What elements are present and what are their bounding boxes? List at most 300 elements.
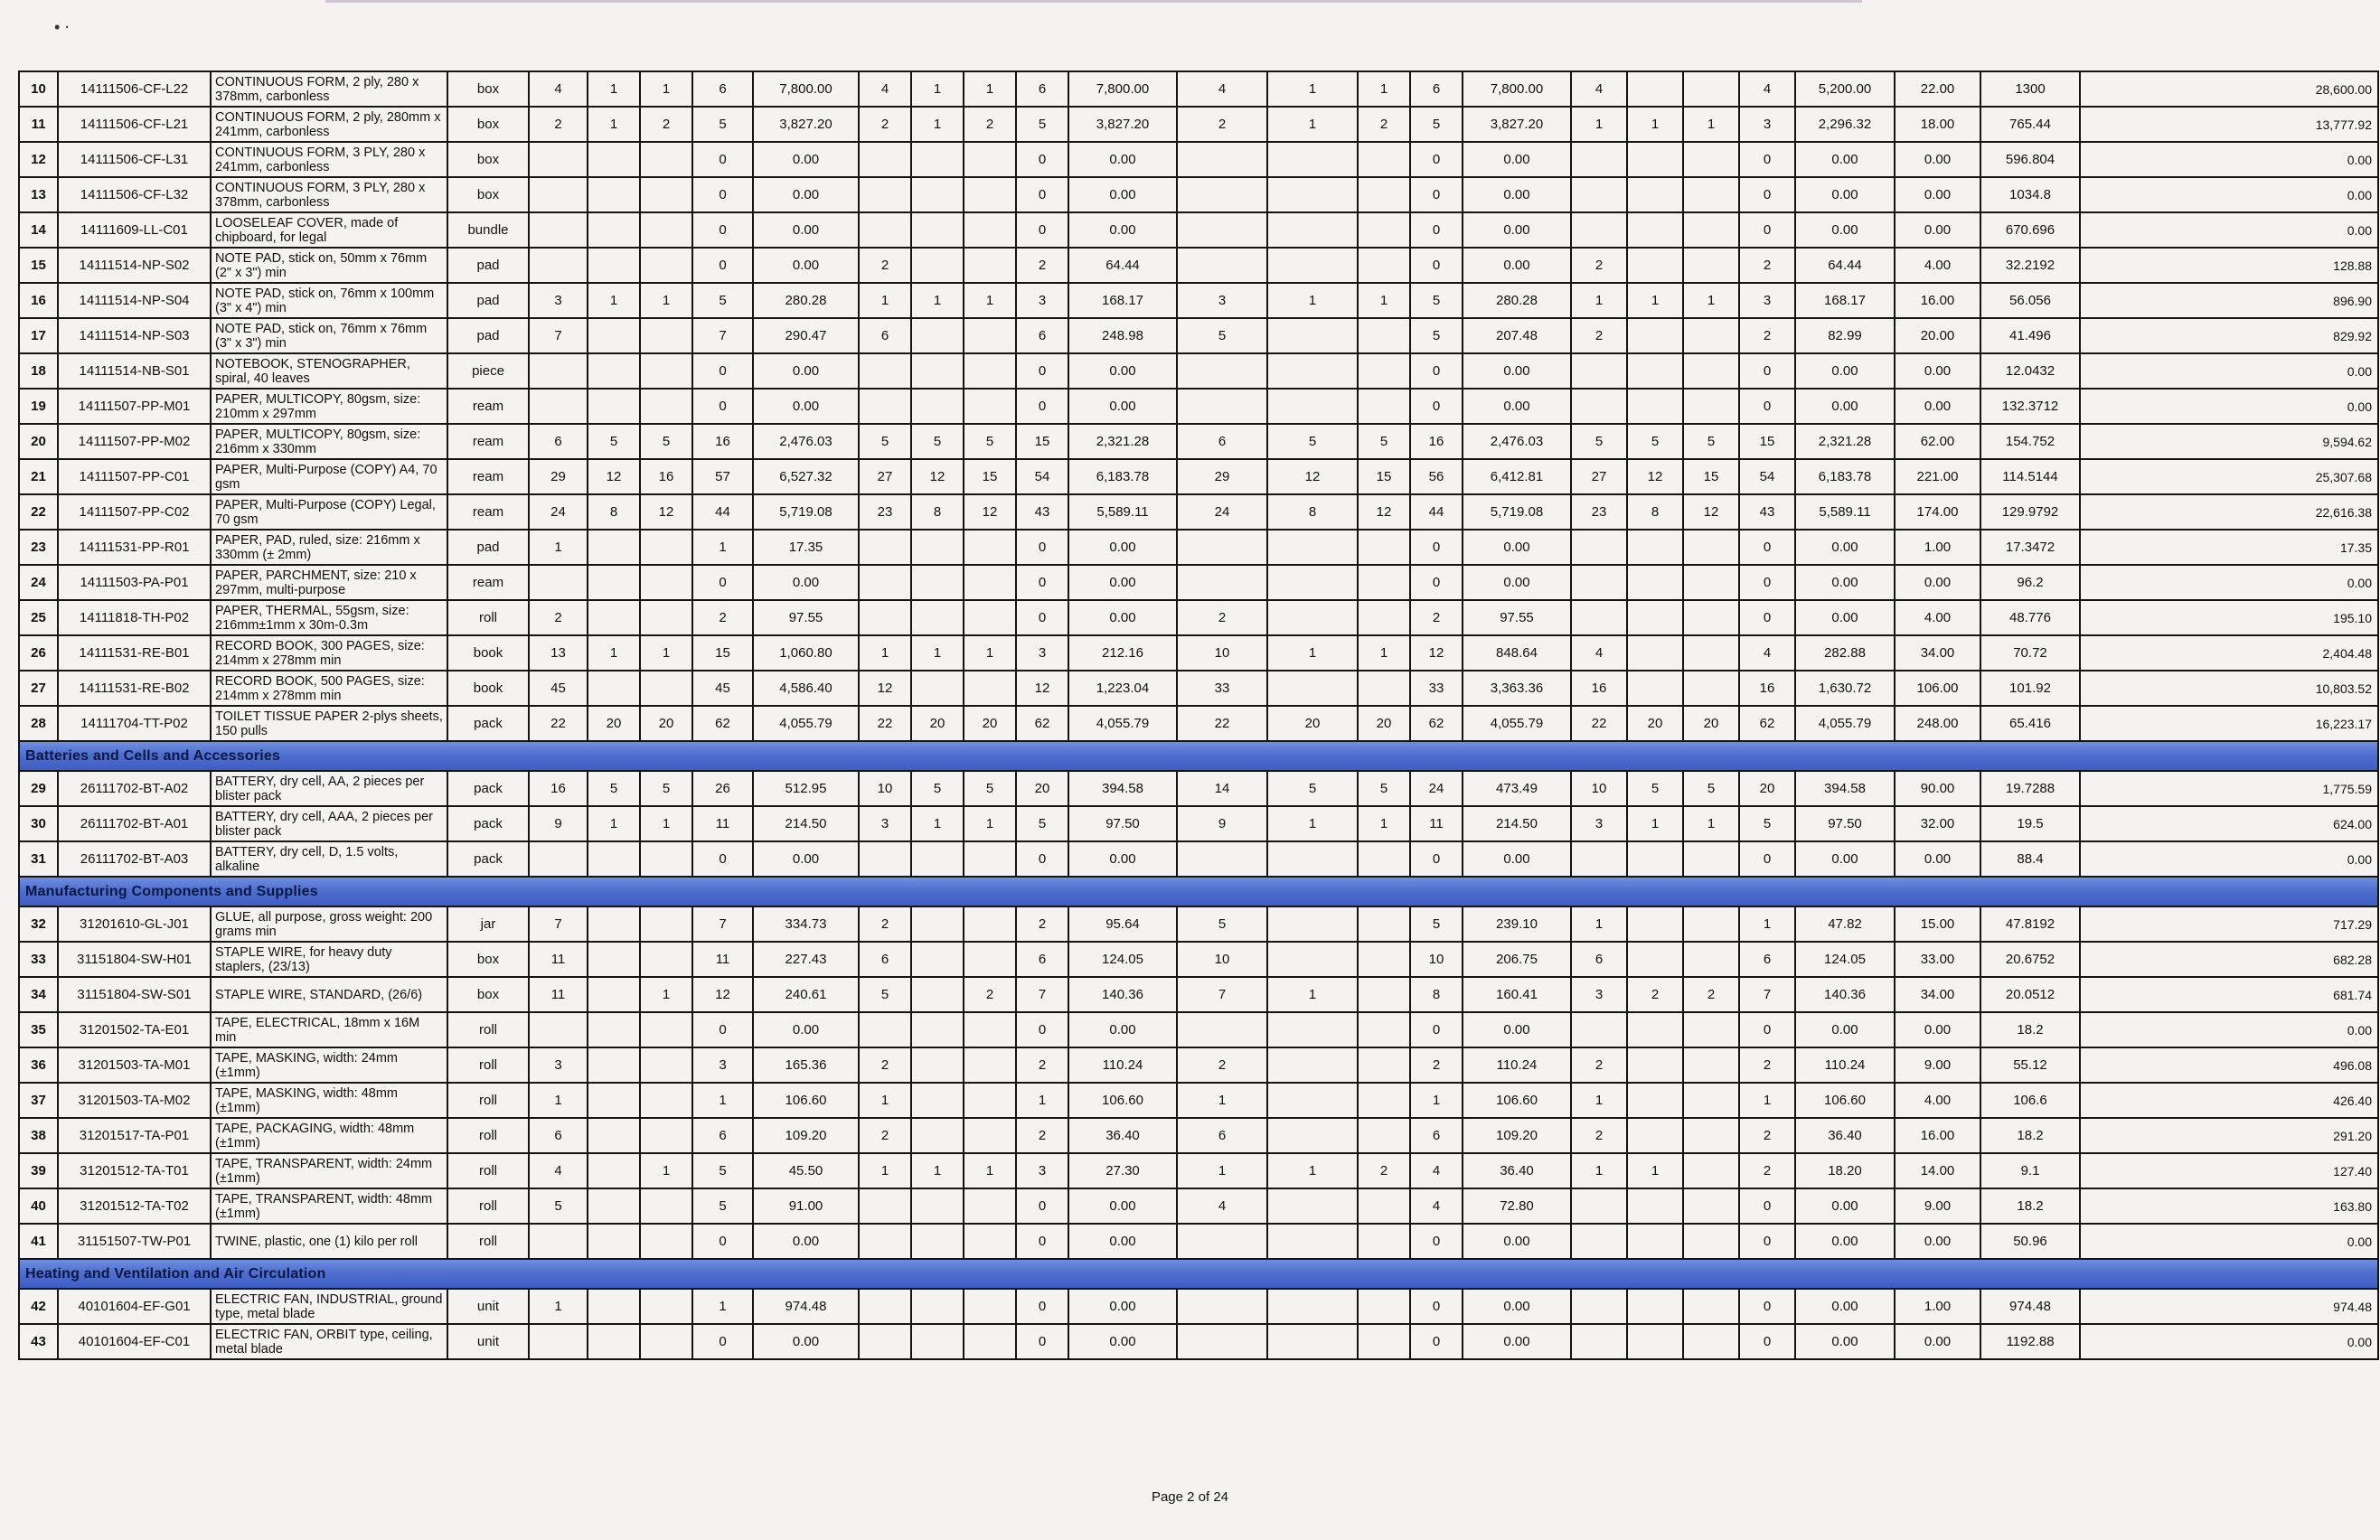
item-number: 11	[19, 107, 58, 142]
q2-month-4-qty: 0	[1016, 389, 1068, 424]
q3-month-1-qty: 10	[1177, 942, 1267, 977]
q3-amount: 0.00	[1463, 1012, 1571, 1047]
item-description: TAPE, PACKAGING, width: 48mm (±1mm)	[211, 1118, 447, 1153]
q4-month-1-qty: 3	[1571, 977, 1627, 1012]
q1-month-1-qty: 24	[529, 494, 588, 530]
q3-month-1-qty	[1177, 841, 1267, 877]
q1-month-1-qty: 6	[529, 1118, 588, 1153]
q3-month-3-qty	[1358, 1012, 1410, 1047]
q4-month-4-qty: 43	[1739, 494, 1795, 530]
total-amount: 0.00	[2080, 142, 2378, 177]
q2-month-3-qty	[964, 1324, 1016, 1359]
q1-amount: 109.20	[753, 1118, 859, 1153]
unit-price: 19.5	[1980, 806, 2080, 841]
item-description: PAPER, Multi-Purpose (COPY) A4, 70 gsm	[211, 459, 447, 494]
q3-month-3-qty	[1358, 212, 1410, 248]
q1-amount: 45.50	[753, 1153, 859, 1188]
q1-month-4-qty: 6	[692, 1118, 753, 1153]
q2-month-1-qty: 23	[859, 494, 911, 530]
q2-month-1-qty	[859, 1324, 911, 1359]
q3-month-4-qty: 5	[1410, 906, 1463, 942]
q4-amount: 168.17	[1795, 283, 1895, 318]
q2-month-1-qty: 1	[859, 283, 911, 318]
q4-month-3-qty	[1683, 142, 1739, 177]
q1-month-3-qty	[640, 942, 692, 977]
q1-month-4-qty: 11	[692, 942, 753, 977]
total-quantity: 33.00	[1895, 942, 1980, 977]
q4-month-2-qty	[1627, 565, 1683, 600]
item-number: 32	[19, 906, 58, 942]
total-quantity: 1.00	[1895, 1289, 1980, 1324]
q4-month-4-qty: 5	[1739, 806, 1795, 841]
unit-price: 18.2	[1980, 1188, 2080, 1224]
q1-amount: 512.95	[753, 771, 859, 806]
q3-month-1-qty: 5	[1177, 318, 1267, 353]
q4-month-1-qty	[1571, 600, 1627, 635]
unit-of-measure: roll	[447, 1224, 529, 1259]
q1-month-4-qty: 45	[692, 671, 753, 706]
unit-of-measure: roll	[447, 1153, 529, 1188]
item-code: 14111531-PP-R01	[58, 530, 211, 565]
q1-month-3-qty	[640, 600, 692, 635]
q2-month-3-qty: 5	[964, 424, 1016, 459]
q3-month-4-qty: 2	[1410, 1047, 1463, 1083]
q4-month-2-qty	[1627, 353, 1683, 389]
q1-month-3-qty	[640, 1083, 692, 1118]
q3-month-1-qty: 4	[1177, 1188, 1267, 1224]
q4-amount: 0.00	[1795, 841, 1895, 877]
item-code: 14111818-TH-P02	[58, 600, 211, 635]
q2-amount: 5,589.11	[1068, 494, 1177, 530]
q2-month-3-qty: 20	[964, 706, 1016, 741]
q2-month-2-qty	[911, 248, 964, 283]
q2-amount: 0.00	[1068, 1289, 1177, 1324]
table-row	[19, 806, 2378, 841]
item-code: 31151804-SW-H01	[58, 942, 211, 977]
q4-month-3-qty: 20	[1683, 706, 1739, 741]
item-description: TAPE, TRANSPARENT, width: 48mm (±1mm)	[211, 1188, 447, 1224]
item-number: 37	[19, 1083, 58, 1118]
q4-month-2-qty	[1627, 389, 1683, 424]
total-quantity: 4.00	[1895, 1083, 1980, 1118]
q3-month-4-qty: 0	[1410, 177, 1463, 212]
q1-month-1-qty	[529, 841, 588, 877]
q2-amount: 36.40	[1068, 1118, 1177, 1153]
q2-month-3-qty: 12	[964, 494, 1016, 530]
q4-month-1-qty: 22	[1571, 706, 1627, 741]
q2-month-1-qty	[859, 353, 911, 389]
q4-month-1-qty: 1	[1571, 1153, 1627, 1188]
q2-month-2-qty: 1	[911, 283, 964, 318]
q2-month-1-qty	[859, 1012, 911, 1047]
q3-month-4-qty: 0	[1410, 1012, 1463, 1047]
unit-of-measure: roll	[447, 1083, 529, 1118]
q3-month-3-qty: 5	[1358, 424, 1410, 459]
q3-month-1-qty: 33	[1177, 671, 1267, 706]
unit-of-measure: pad	[447, 318, 529, 353]
q1-month-4-qty: 0	[692, 1324, 753, 1359]
q3-month-4-qty: 0	[1410, 565, 1463, 600]
item-number: 14	[19, 212, 58, 248]
item-number: 13	[19, 177, 58, 212]
q4-month-2-qty	[1627, 248, 1683, 283]
total-amount: 0.00	[2080, 565, 2378, 600]
q4-amount: 0.00	[1795, 353, 1895, 389]
q4-month-4-qty: 20	[1739, 771, 1795, 806]
table-row	[19, 283, 2378, 318]
item-description: CONTINUOUS FORM, 2 ply, 280 x 378mm, carbonless	[211, 71, 447, 107]
item-code: 31201512-TA-T02	[58, 1188, 211, 1224]
unit-price: 132.3712	[1980, 389, 2080, 424]
item-description: PAPER, PAD, ruled, size: 216mm x 330mm (± 2mm)	[211, 530, 447, 565]
q3-amount: 0.00	[1463, 353, 1571, 389]
table-row	[19, 635, 2378, 671]
q1-month-2-qty	[588, 248, 640, 283]
item-description: NOTE PAD, stick on, 76mm x 76mm (3" x 3") min	[211, 318, 447, 353]
q2-amount: 168.17	[1068, 283, 1177, 318]
item-number: 28	[19, 706, 58, 741]
q2-month-1-qty: 3	[859, 806, 911, 841]
q1-month-4-qty: 5	[692, 283, 753, 318]
item-description: BATTERY, dry cell, AAA, 2 pieces per blister pack	[211, 806, 447, 841]
q1-month-4-qty: 5	[692, 1153, 753, 1188]
q2-month-2-qty	[911, 906, 964, 942]
q4-month-3-qty	[1683, 389, 1739, 424]
item-description: NOTE PAD, stick on, 50mm x 76mm (2" x 3") min	[211, 248, 447, 283]
item-code: 14111514-NP-S02	[58, 248, 211, 283]
item-description: NOTEBOOK, STENOGRAPHER, spiral, 40 leaves	[211, 353, 447, 389]
q4-month-3-qty	[1683, 600, 1739, 635]
item-description: LOOSELEAF COVER, made of chipboard, for legal	[211, 212, 447, 248]
q2-month-3-qty	[964, 530, 1016, 565]
item-code: 40101604-EF-C01	[58, 1324, 211, 1359]
q4-month-3-qty	[1683, 1118, 1739, 1153]
q4-month-4-qty: 0	[1739, 841, 1795, 877]
q3-month-1-qty	[1177, 1324, 1267, 1359]
q4-amount: 0.00	[1795, 1012, 1895, 1047]
q3-month-1-qty: 4	[1177, 71, 1267, 107]
q2-month-3-qty: 15	[964, 459, 1016, 494]
item-code: 14111507-PP-M01	[58, 389, 211, 424]
q3-month-4-qty: 5	[1410, 283, 1463, 318]
q3-month-1-qty: 7	[1177, 977, 1267, 1012]
item-number: 15	[19, 248, 58, 283]
table-row	[19, 906, 2378, 942]
q2-month-4-qty: 2	[1016, 906, 1068, 942]
q1-month-1-qty	[529, 353, 588, 389]
unit-of-measure: box	[447, 71, 529, 107]
q2-month-4-qty: 54	[1016, 459, 1068, 494]
unit-price: 18.2	[1980, 1012, 2080, 1047]
q4-amount: 0.00	[1795, 600, 1895, 635]
item-description: ELECTRIC FAN, ORBIT type, ceiling, metal blade	[211, 1324, 447, 1359]
unit-of-measure: unit	[447, 1324, 529, 1359]
q3-month-3-qty	[1358, 671, 1410, 706]
q1-month-1-qty: 22	[529, 706, 588, 741]
q2-month-2-qty: 5	[911, 424, 964, 459]
total-amount: 22,616.38	[2080, 494, 2378, 530]
total-amount: 28,600.00	[2080, 71, 2378, 107]
q3-amount: 0.00	[1463, 212, 1571, 248]
table-row	[19, 212, 2378, 248]
item-description: ELECTRIC FAN, INDUSTRIAL, ground type, metal blade	[211, 1289, 447, 1324]
q2-month-2-qty	[911, 142, 964, 177]
unit-of-measure: roll	[447, 1012, 529, 1047]
total-amount: 624.00	[2080, 806, 2378, 841]
q1-month-3-qty	[640, 212, 692, 248]
q3-month-1-qty	[1177, 142, 1267, 177]
item-number: 17	[19, 318, 58, 353]
item-number: 38	[19, 1118, 58, 1153]
q1-month-1-qty: 13	[529, 635, 588, 671]
q1-amount: 0.00	[753, 389, 859, 424]
total-amount: 0.00	[2080, 212, 2378, 248]
total-quantity: 0.00	[1895, 1324, 1980, 1359]
q2-month-2-qty: 20	[911, 706, 964, 741]
table-row	[19, 771, 2378, 806]
q2-month-4-qty: 0	[1016, 1188, 1068, 1224]
q3-month-4-qty: 0	[1410, 1289, 1463, 1324]
q1-month-3-qty	[640, 530, 692, 565]
q3-month-3-qty	[1358, 1224, 1410, 1259]
item-number: 16	[19, 283, 58, 318]
q2-month-1-qty: 2	[859, 107, 911, 142]
item-description: TAPE, ELECTRICAL, 18mm x 16M min	[211, 1012, 447, 1047]
q4-month-2-qty	[1627, 1289, 1683, 1324]
q3-month-1-qty: 10	[1177, 635, 1267, 671]
q1-month-4-qty: 0	[692, 1224, 753, 1259]
q4-month-2-qty	[1627, 1324, 1683, 1359]
q2-amount: 0.00	[1068, 1188, 1177, 1224]
q1-month-1-qty: 6	[529, 424, 588, 459]
table-row	[19, 142, 2378, 177]
q4-month-2-qty	[1627, 212, 1683, 248]
q2-month-1-qty: 1	[859, 1153, 911, 1188]
total-quantity: 0.00	[1895, 1224, 1980, 1259]
total-quantity: 32.00	[1895, 806, 1980, 841]
q1-month-1-qty: 2	[529, 107, 588, 142]
q3-month-2-qty	[1267, 565, 1358, 600]
q2-month-4-qty: 3	[1016, 283, 1068, 318]
q2-month-1-qty	[859, 212, 911, 248]
scan-marks: • ⋅	[54, 18, 71, 36]
scan-edge-line	[325, 0, 1862, 3]
table-row	[19, 565, 2378, 600]
q1-month-1-qty: 4	[529, 71, 588, 107]
total-quantity: 16.00	[1895, 283, 1980, 318]
total-quantity: 0.00	[1895, 177, 1980, 212]
q2-month-3-qty: 2	[964, 107, 1016, 142]
unit-of-measure: ream	[447, 565, 529, 600]
q1-amount: 1,060.80	[753, 635, 859, 671]
q2-month-2-qty	[911, 1083, 964, 1118]
q2-month-4-qty: 0	[1016, 565, 1068, 600]
q3-month-3-qty: 1	[1358, 635, 1410, 671]
item-description: STAPLE WIRE, STANDARD, (26/6)	[211, 977, 447, 1012]
q2-amount: 0.00	[1068, 212, 1177, 248]
q4-amount: 0.00	[1795, 389, 1895, 424]
q1-month-1-qty: 9	[529, 806, 588, 841]
q2-month-4-qty: 20	[1016, 771, 1068, 806]
q2-amount: 0.00	[1068, 1224, 1177, 1259]
total-quantity: 62.00	[1895, 424, 1980, 459]
q1-amount: 334.73	[753, 906, 859, 942]
q1-amount: 0.00	[753, 1224, 859, 1259]
unit-price: 1034.8	[1980, 177, 2080, 212]
q3-month-2-qty	[1267, 1224, 1358, 1259]
table-row	[19, 389, 2378, 424]
q4-month-2-qty	[1627, 942, 1683, 977]
q3-month-2-qty: 5	[1267, 424, 1358, 459]
q1-month-1-qty	[529, 565, 588, 600]
item-description: BATTERY, dry cell, AA, 2 pieces per blister pack	[211, 771, 447, 806]
total-amount: 0.00	[2080, 177, 2378, 212]
q2-month-4-qty: 6	[1016, 318, 1068, 353]
q1-month-2-qty	[588, 671, 640, 706]
q1-month-2-qty	[588, 318, 640, 353]
q1-month-2-qty: 1	[588, 283, 640, 318]
q3-amount: 214.50	[1463, 806, 1571, 841]
unit-of-measure: ream	[447, 389, 529, 424]
item-code: 31201502-TA-E01	[58, 1012, 211, 1047]
item-description: CONTINUOUS FORM, 3 PLY, 280 x 378mm, carbonless	[211, 177, 447, 212]
q3-month-3-qty	[1358, 177, 1410, 212]
q1-month-1-qty	[529, 212, 588, 248]
item-code: 14111507-PP-M02	[58, 424, 211, 459]
item-number: 41	[19, 1224, 58, 1259]
q2-month-2-qty	[911, 530, 964, 565]
item-code: 31201503-TA-M01	[58, 1047, 211, 1083]
q2-month-3-qty	[964, 671, 1016, 706]
q2-amount: 124.05	[1068, 942, 1177, 977]
q4-amount: 47.82	[1795, 906, 1895, 942]
table-row	[19, 459, 2378, 494]
q3-month-3-qty	[1358, 942, 1410, 977]
q1-month-2-qty: 8	[588, 494, 640, 530]
item-code: 31201512-TA-T01	[58, 1153, 211, 1188]
q3-month-4-qty: 33	[1410, 671, 1463, 706]
q4-amount: 0.00	[1795, 1188, 1895, 1224]
q2-amount: 95.64	[1068, 906, 1177, 942]
item-number: 23	[19, 530, 58, 565]
total-amount: 896.90	[2080, 283, 2378, 318]
q1-month-2-qty: 1	[588, 635, 640, 671]
q4-month-2-qty: 1	[1627, 806, 1683, 841]
q3-month-4-qty: 0	[1410, 212, 1463, 248]
item-description: PAPER, MULTICOPY, 80gsm, size: 216mm x 330mm	[211, 424, 447, 459]
unit-price: 47.8192	[1980, 906, 2080, 942]
q4-month-4-qty: 0	[1739, 389, 1795, 424]
q2-month-3-qty	[964, 1289, 1016, 1324]
total-quantity: 90.00	[1895, 771, 1980, 806]
unit-price: 101.92	[1980, 671, 2080, 706]
item-code: 14111507-PP-C01	[58, 459, 211, 494]
unit-of-measure: ream	[447, 494, 529, 530]
q4-month-2-qty	[1627, 906, 1683, 942]
q4-month-4-qty: 0	[1739, 1012, 1795, 1047]
q3-month-2-qty	[1267, 177, 1358, 212]
q1-month-3-qty: 5	[640, 424, 692, 459]
q2-month-3-qty: 1	[964, 71, 1016, 107]
total-quantity: 22.00	[1895, 71, 1980, 107]
item-code: 14111506-CF-L22	[58, 71, 211, 107]
q3-month-2-qty	[1267, 142, 1358, 177]
q4-month-2-qty: 1	[1627, 283, 1683, 318]
unit-of-measure: unit	[447, 1289, 529, 1324]
q4-month-3-qty	[1683, 1083, 1739, 1118]
q4-amount: 106.60	[1795, 1083, 1895, 1118]
q2-month-1-qty: 22	[859, 706, 911, 741]
item-description: TWINE, plastic, one (1) kilo per roll	[211, 1224, 447, 1259]
q2-amount: 64.44	[1068, 248, 1177, 283]
q4-month-4-qty: 0	[1739, 177, 1795, 212]
q1-month-2-qty	[588, 906, 640, 942]
table-row	[19, 353, 2378, 389]
q2-month-4-qty: 0	[1016, 600, 1068, 635]
unit-price: 1192.88	[1980, 1324, 2080, 1359]
q2-month-2-qty: 1	[911, 635, 964, 671]
category-header-row	[19, 877, 2378, 906]
q1-amount: 0.00	[753, 1012, 859, 1047]
q3-month-4-qty: 2	[1410, 600, 1463, 635]
unit-of-measure: piece	[447, 353, 529, 389]
q2-month-4-qty: 5	[1016, 806, 1068, 841]
q1-month-1-qty	[529, 1012, 588, 1047]
q3-month-3-qty	[1358, 248, 1410, 283]
q2-amount: 0.00	[1068, 353, 1177, 389]
q1-month-4-qty: 62	[692, 706, 753, 741]
q2-amount: 7,800.00	[1068, 71, 1177, 107]
q2-amount: 0.00	[1068, 600, 1177, 635]
item-description: PAPER, PARCHMENT, size: 210 x 297mm, multi-purpose	[211, 565, 447, 600]
q1-month-1-qty: 5	[529, 1188, 588, 1224]
item-code: 14111506-CF-L31	[58, 142, 211, 177]
q3-month-2-qty: 8	[1267, 494, 1358, 530]
q2-amount: 394.58	[1068, 771, 1177, 806]
q1-month-2-qty	[588, 1083, 640, 1118]
q4-amount: 2,296.32	[1795, 107, 1895, 142]
q1-month-1-qty	[529, 1324, 588, 1359]
q4-month-1-qty	[1571, 841, 1627, 877]
q1-month-3-qty: 12	[640, 494, 692, 530]
q4-amount: 64.44	[1795, 248, 1895, 283]
q4-amount: 18.20	[1795, 1153, 1895, 1188]
q3-month-2-qty	[1267, 248, 1358, 283]
total-quantity: 4.00	[1895, 600, 1980, 635]
item-description: RECORD BOOK, 500 PAGES, size: 214mm x 278mm min	[211, 671, 447, 706]
total-quantity: 0.00	[1895, 353, 1980, 389]
q4-month-2-qty	[1627, 1047, 1683, 1083]
q3-amount: 5,719.08	[1463, 494, 1571, 530]
q4-month-3-qty	[1683, 1289, 1739, 1324]
q3-month-2-qty	[1267, 600, 1358, 635]
q3-month-2-qty	[1267, 671, 1358, 706]
item-description: TAPE, TRANSPARENT, width: 24mm (±1mm)	[211, 1153, 447, 1188]
q4-month-4-qty: 0	[1739, 1224, 1795, 1259]
q4-month-2-qty: 5	[1627, 771, 1683, 806]
q2-month-4-qty: 0	[1016, 530, 1068, 565]
q2-month-1-qty: 2	[859, 906, 911, 942]
q2-month-4-qty: 3	[1016, 1153, 1068, 1188]
q1-month-4-qty: 0	[692, 142, 753, 177]
q1-month-2-qty	[588, 142, 640, 177]
q4-amount: 4,055.79	[1795, 706, 1895, 741]
total-amount: 2,404.48	[2080, 635, 2378, 671]
q4-month-4-qty: 3	[1739, 107, 1795, 142]
q4-amount: 0.00	[1795, 212, 1895, 248]
q3-month-1-qty	[1177, 1289, 1267, 1324]
unit-price: 41.496	[1980, 318, 2080, 353]
